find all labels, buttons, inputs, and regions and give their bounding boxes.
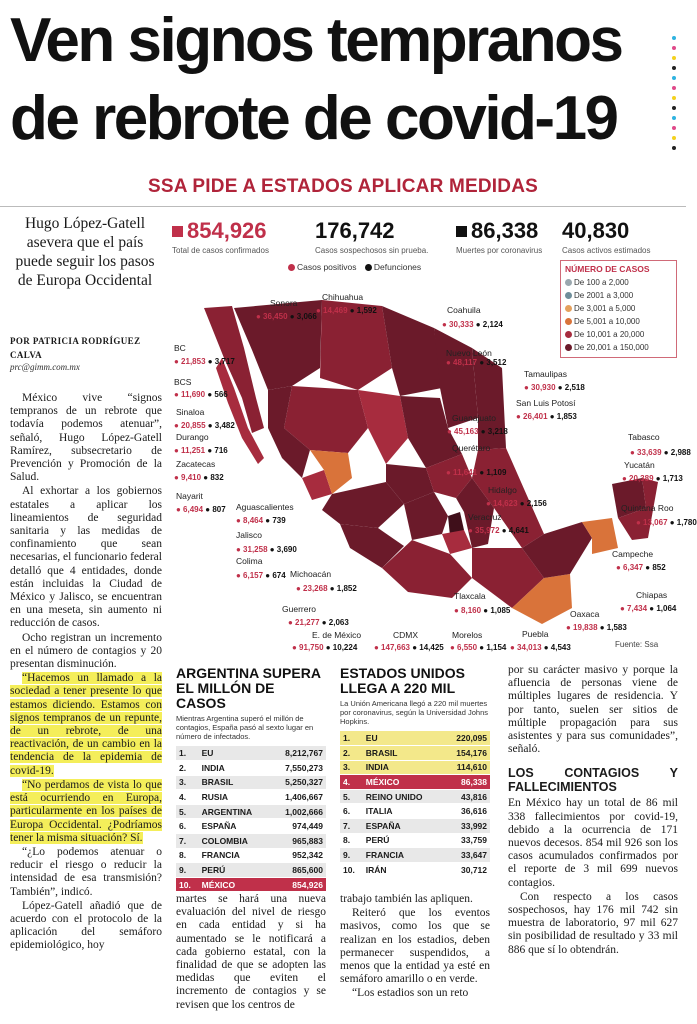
positivos-value: ● 11,251 [174, 446, 208, 455]
positivos-value: ● 147,663 [374, 643, 413, 652]
table-row [340, 833, 490, 848]
rank-cell: 8. [176, 848, 199, 863]
country-cell: INDIA [199, 761, 271, 776]
defunciones-value: ● 4,543 [543, 643, 571, 652]
table-title: ARGENTINA SUPERA EL MILLÓN DE CASOS [176, 665, 321, 711]
square-icon [456, 226, 467, 237]
article-column-3 [340, 893, 490, 1002]
defunciones-value: ● 852 [645, 563, 666, 572]
rank-cell: 10. [340, 862, 363, 877]
paragraph: por su carácter masivo y porque la afluencia de personas viene de múltiples lugares de residencia. Y por tanto, suelen ser sitios de múltiple propagación para sus asistentes y para sus comunidades”, señaló. [508, 664, 678, 756]
defunciones-value: ● 1,583 [599, 623, 627, 632]
defunciones-value: ● 716 [207, 446, 228, 455]
state-name: Chiapas [636, 590, 668, 600]
defunciones-value: ● 2,988 [663, 448, 691, 457]
paragraph: Reiteró que los eventos masivos, como los que se realizan en los estadios, deben permanecer suspendidos, a menos que la entidad ya esté en semáforo amarillo o en verde. [340, 907, 490, 986]
paragraph: Ocho registran un incremento en el número de contagios y 20 presentan disminución. [10, 631, 162, 671]
defunciones-value: ● 1,713 [655, 474, 683, 483]
defunciones-value: ● 1,592 [349, 306, 377, 315]
state-name: CDMX [393, 630, 419, 640]
country-cell: ITALIA [363, 804, 443, 819]
rank-cell: 9. [176, 863, 199, 878]
dot-icon [565, 305, 572, 312]
state-name: Nuevo León [446, 348, 492, 358]
positivos-value: ● 31,258 [236, 545, 270, 554]
stat-label: Muertes por coronavirus [456, 246, 543, 255]
cases-legend-item: De 10,001 a 20,000 [565, 328, 672, 341]
country-cell: PERÚ [199, 863, 271, 878]
positivos-value: ● 36,450 [256, 312, 290, 321]
positivos-value: ● 6,157 [236, 571, 266, 580]
author-email[interactable]: prc@gimm.com.mx [10, 362, 80, 372]
stat-value: 176,742 [315, 218, 395, 243]
cases-legend-title: NÚMERO DE CASOS [565, 264, 650, 274]
value-cell: 7,550,273 [270, 761, 326, 776]
defunciones-value: ● 739 [265, 516, 286, 525]
stat-active [562, 218, 650, 255]
state-name: Coahuila [447, 305, 481, 315]
state-name: San Luis Potosí [516, 398, 576, 408]
table-row [340, 804, 490, 819]
stat-value: 854,926 [187, 218, 267, 243]
state-name: Sonora [270, 298, 298, 308]
source-credit: Fuente: Ssa [615, 640, 659, 649]
defunciones-value: ● 3,066 [289, 312, 317, 321]
stat-total-confirmed [172, 218, 269, 255]
defunciones-value: ● 3,717 [207, 357, 235, 366]
rank-cell: 7. [176, 834, 199, 849]
country-cell: IRÁN [363, 862, 443, 877]
value-cell: 43,816 [443, 789, 490, 804]
subheadline: SSA PIDE A ESTADOS APLICAR MEDIDAS [147, 176, 538, 197]
table-row [176, 819, 326, 834]
rank-cell: 1. [176, 746, 199, 761]
value-cell: 1,406,667 [270, 790, 326, 805]
table-row [340, 862, 490, 877]
legend-positivos: Casos positivos [297, 262, 357, 272]
defunciones-value: ● 3,690 [269, 545, 297, 554]
state-name: Tamaulipas [524, 369, 567, 379]
state-name: BC [174, 343, 186, 353]
state-name: Veracruz [468, 512, 502, 522]
state-name: Morelos [452, 630, 483, 640]
positivos-value: ● 13,067 [636, 518, 670, 527]
positivos-value: ● 33,639 [630, 448, 664, 457]
defunciones-value: ● 1,780 [669, 518, 697, 527]
table-row [340, 746, 490, 761]
rank-cell: 3. [340, 760, 363, 775]
country-cell: COLOMBIA [199, 834, 271, 849]
defunciones-value: ● 1,154 [479, 643, 507, 652]
value-cell: 965,883 [270, 834, 326, 849]
section-heading: LOS CONTAGIOS Y FALLECIMIENTOS [508, 766, 678, 795]
positivos-value: ● 6,494 [176, 505, 206, 514]
dot-icon [565, 344, 572, 351]
rank-cell: 9. [340, 848, 363, 863]
paragraph: “Los estadios son un reto [352, 987, 469, 1000]
country-cell: FRANCIA [363, 848, 443, 863]
rank-cell: 6. [340, 804, 363, 819]
positivos-value: ● 26,401 [516, 412, 550, 421]
positivos-value: ● 14,623 [486, 499, 520, 508]
country-cell: RUSIA [199, 790, 271, 805]
country-cell: ESPAÑA [199, 819, 271, 834]
paragraph: En México hay un total de 86 mil 338 fallecimientos por covid-19, debido a la ocurrencia de 171 nuevos decesos. 854 mil 926 son los casos acumulados confirmados por el reporte de 3 mil 699 nuevos contagios. [508, 797, 678, 889]
state-name: Nayarit [176, 491, 203, 501]
paragraph: López-Gatell añadió que de acuerdo con el protocolo de la aplicación del semáforo epidemiológico, hoy [10, 899, 162, 952]
table-row [340, 848, 490, 863]
cases-legend-item: De 2001 a 3,000 [565, 289, 672, 302]
stat-label: Casos activos estimados [562, 246, 651, 255]
state-name: Colima [236, 556, 263, 566]
state-name: Chihuahua [322, 292, 364, 302]
state-name: Aguascalientes [236, 502, 294, 512]
color-registration-bar [672, 30, 680, 156]
highlight: “Hacemos un llamado a la sociedad a tener presente lo que estamos diciendo. Estamos con signos tempranos de un repunte, de un rebrote, de una reactivación, de un cambio en la tendencia de la epidemia de covid-19. [10, 672, 162, 777]
rank-cell: 4. [340, 775, 363, 790]
country-cell: INDIA [363, 760, 443, 775]
value-cell: 952,342 [270, 848, 326, 863]
value-cell: 5,250,327 [270, 775, 326, 790]
positivos-value: ● 91,750 [292, 643, 326, 652]
positivos-value: ● 30,930 [524, 383, 558, 392]
positivos-value: ● 7,434 [620, 604, 650, 613]
state-name: Tlaxcala [454, 591, 486, 601]
stat-label: Total de casos confirmados [172, 246, 269, 255]
table-row [340, 775, 490, 790]
state-name: Jalisco [236, 530, 262, 540]
table-row [176, 746, 326, 761]
defunciones-value: ● 832 [203, 473, 224, 482]
table-title: ESTADOS UNIDOS LLEGA A 220 MIL [340, 665, 465, 696]
stat-deaths [456, 218, 542, 255]
value-cell: 854,926 [270, 877, 326, 892]
paragraph: Con respecto a los casos sospechosos, hay 176 mil 742 sin muestra de laboratorio, 97 mil 627 sin posibilidad de resultado y 33 mil 886 que sí lo obtendrán. [508, 890, 678, 956]
defunciones-value: ● 2,063 [321, 618, 349, 627]
rank-cell: 2. [340, 746, 363, 761]
country-cell: EU [199, 746, 271, 761]
positivos-value: ● 6,347 [616, 563, 646, 572]
positivos-value: ● 20,855 [174, 421, 208, 430]
usa-table-block [340, 666, 490, 877]
positivos-value: ● 11,641 [446, 468, 480, 477]
table-row [340, 819, 490, 834]
headline [10, 2, 660, 158]
headline-line-1: Ven signos tempranos [10, 6, 622, 75]
cases-legend [560, 260, 677, 358]
defunciones-value: ● 1,853 [549, 412, 577, 421]
positivos-value: ● 45,163 [447, 427, 481, 436]
table-row [176, 775, 326, 790]
value-cell: 1,002,666 [270, 804, 326, 819]
state-name: BCS [174, 377, 192, 387]
positivos-value: ● 11,690 [174, 390, 208, 399]
paragraph: Al exhortar a los gobiernos estatales a aplicar los lineamientos de seguridad sanitaria y las medidas de confinamiento que sean necesarias, el funcionario federal detalló que 4 entidades, donde están incluidas la Ciudad de México y Jalisco, se encuentran en una meseta, sin aumento ni reducción de casos. [10, 485, 162, 630]
deck-text: Hugo López-Gatell asevera que el país puede seguir los pasos de Europa Occidental [15, 215, 155, 289]
highlighted-quote [10, 672, 162, 778]
dot-icon [565, 279, 572, 286]
legend-defunciones: Defunciones [373, 262, 422, 272]
defunciones-value: ● 1,109 [479, 468, 507, 477]
rank-cell: 7. [340, 819, 363, 834]
state-name: Michoacán [290, 569, 332, 579]
defunciones-value: ● 10,224 [325, 643, 358, 652]
table-row [176, 877, 326, 892]
country-cell: REINO UNIDO [363, 789, 443, 804]
defunciones-value: ● 14,425 [412, 643, 444, 652]
rank-cell: 5. [176, 804, 199, 819]
rank-cell: 1. [340, 731, 363, 746]
defunciones-value: ● 2,124 [475, 320, 503, 329]
value-cell: 33,992 [443, 819, 490, 834]
table-row [176, 790, 326, 805]
positivos-value: ● 21,277 [288, 618, 322, 627]
positivos-value: ● 19,838 [566, 623, 600, 632]
map-legend [288, 262, 427, 272]
value-cell: 114,610 [443, 760, 490, 775]
state-name: Sinaloa [176, 407, 205, 417]
country-cell: EU [363, 731, 443, 746]
highlighted-quote [10, 779, 162, 845]
positivos-value: ● 48,117 [446, 358, 480, 367]
dot-icon [365, 264, 372, 271]
state-name: Yucatán [624, 460, 655, 470]
paragraph: México vive “signos tempranos de un rebrote que todavía podemos atenuar”, señaló, Hugo López-Gatell Ramírez, subsecretario de Prevención y Promoción de la Salud. [10, 392, 162, 484]
defunciones-value: ● 2,156 [519, 499, 547, 508]
state-name: Guerrero [282, 604, 317, 614]
defunciones-value: ● 2,518 [557, 383, 585, 392]
value-cell: 33,647 [443, 848, 490, 863]
table-row [340, 760, 490, 775]
positivos-value: ● 30,333 [442, 320, 476, 329]
value-cell: 86,338 [443, 775, 490, 790]
table-row [176, 761, 326, 776]
positivos-value: ● 8,464 [236, 516, 266, 525]
country-cell: BRASIL [363, 746, 443, 761]
rank-cell: 5. [340, 789, 363, 804]
defunciones-value: ● 1,085 [483, 606, 511, 615]
positivos-value: ● 34,013 [510, 643, 544, 652]
rank-cell: 10. [176, 877, 199, 892]
article-column-4 [508, 664, 678, 958]
dot-icon [565, 331, 572, 338]
defunciones-value: ● 807 [205, 505, 226, 514]
table-subtitle: La Unión Americana llegó a 220 mil muertes por coronavirus, según la Universidad Johns Hopkins. [340, 699, 488, 726]
cases-legend-item: De 100 a 2,000 [565, 276, 672, 289]
defunciones-value: ● 674 [265, 571, 286, 580]
state-name: Querétaro [452, 443, 491, 453]
state-name: Campeche [612, 549, 654, 559]
country-cell: ARGENTINA [199, 804, 271, 819]
value-cell: 36,616 [443, 804, 490, 819]
positivos-value: ● 9,410 [174, 473, 204, 482]
state-name: Quintana Roo [621, 503, 674, 513]
defunciones-value: ● 3,218 [480, 427, 508, 436]
value-cell: 33,759 [443, 833, 490, 848]
dot-icon [288, 264, 295, 271]
value-cell: 220,095 [443, 731, 490, 746]
state-name: Durango [176, 432, 209, 442]
article-column-1 [10, 392, 162, 954]
headline-line-2: de rebrote de covid-19 [10, 84, 617, 153]
defunciones-value: ● 1,064 [649, 604, 677, 613]
stat-value: 40,830 [562, 218, 630, 243]
value-cell: 865,600 [270, 863, 326, 878]
table-row [340, 731, 490, 746]
paragraph: “¿Lo podemos atenuar o reducir el riesgo o reducir la intensidad de esa transmisión? También”, indicó. [10, 845, 162, 898]
defunciones-value: ● 3,512 [479, 358, 507, 367]
state-name: Oaxaca [570, 609, 600, 619]
usa-table [340, 731, 490, 877]
rank-cell: 4. [176, 790, 199, 805]
table-row [176, 834, 326, 849]
defunciones-value: ● 566 [207, 390, 228, 399]
stat-suspected [315, 218, 428, 255]
argentina-table-block [176, 666, 326, 892]
positivos-value: ● 35,972 [468, 526, 502, 535]
paragraph: martes se hará una nueva evaluación del nivel de riesgo en cada entidad y si ha aumentado se le notificará a cada gobierno estatal, con la finalidad de que se adopten las medidas que eviten el incremento de contagios y se revisen que los centros de [176, 893, 326, 1011]
positivos-value: ● 23,268 [296, 584, 330, 593]
positivos-value: ● 21,853 [174, 357, 208, 366]
dot-icon [565, 318, 572, 325]
rank-cell: 2. [176, 761, 199, 776]
value-cell: 8,212,767 [270, 746, 326, 761]
cases-legend-item: De 3,001 a 5,000 [565, 302, 672, 315]
cases-legend-item: De 20,001 a 150,000 [565, 341, 672, 354]
positivos-value: ● 8,160 [454, 606, 484, 615]
state-name: Puebla [522, 629, 549, 639]
highlight: “No perdamos de vista lo que está ocurriendo en Europa, particularmente en los países de Europa Occidental. ¿Podríamos tener la misma situación? Sí. [10, 778, 162, 844]
state-name: Tabasco [628, 432, 660, 442]
positivos-value: ● 6,550 [450, 643, 480, 652]
defunciones-value: ● 4,641 [501, 526, 529, 535]
state-name: Zacatecas [176, 459, 216, 469]
state-name: Guanajuato [452, 413, 496, 423]
dot-icon [565, 292, 572, 299]
rank-cell: 6. [176, 819, 199, 834]
defunciones-value: ● 3,482 [207, 421, 235, 430]
state-name: E. de México [312, 630, 362, 640]
positivos-value: ● 14,469 [316, 306, 350, 315]
country-cell: FRANCIA [199, 848, 271, 863]
table-row [176, 848, 326, 863]
byline: POR PATRICIA RODRÍGUEZ CALVA [10, 336, 141, 360]
value-cell: 154,176 [443, 746, 490, 761]
cases-legend-item: De 5,001 a 10,000 [565, 315, 672, 328]
rank-cell: 8. [340, 833, 363, 848]
table-subtitle: Mientras Argentina superó el millón de contagios, España pasó al sexto lugar en número de infectados. [176, 714, 314, 741]
value-cell: 30,712 [443, 862, 490, 877]
country-cell: BRASIL [199, 775, 271, 790]
square-icon [172, 226, 183, 237]
article-column-2 [176, 893, 326, 1013]
stat-label: Casos sospechosos sin prueba. [315, 246, 429, 255]
defunciones-value: ● 1,852 [329, 584, 357, 593]
value-cell: 974,449 [270, 819, 326, 834]
rank-cell: 3. [176, 775, 199, 790]
table-row [176, 804, 326, 819]
stat-value: 86,338 [471, 218, 539, 243]
table-row [176, 863, 326, 878]
country-cell: MÉXICO [363, 775, 443, 790]
positivos-value: ● 20,389 [622, 474, 656, 483]
country-cell: MÉXICO [199, 877, 271, 892]
argentina-table [176, 746, 326, 892]
table-row [340, 789, 490, 804]
country-cell: ESPAÑA [363, 819, 443, 834]
paragraph: trabajo también las apliquen. [340, 893, 473, 905]
state-name: Hidalgo [488, 485, 517, 495]
divider [0, 206, 686, 207]
country-cell: PERÚ [363, 833, 443, 848]
